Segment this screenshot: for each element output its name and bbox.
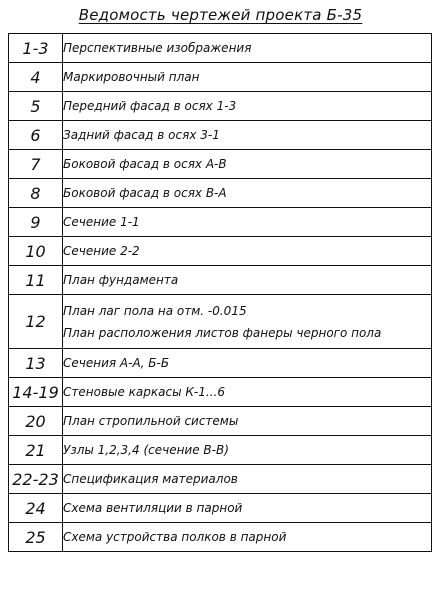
table-row [9,407,432,436]
sheet-name: Стеновые каркасы К-1...6 [63,385,225,399]
sheet-name-cell [63,63,432,92]
sheet-name-cell [63,295,432,349]
sheet-name: Боковой фасад в осях А-В [63,157,227,171]
sheet-number: 6 [9,121,63,150]
table-row [9,179,432,208]
table-row [9,378,432,407]
sheet-name-cell [63,34,432,63]
sheet-number: 12 [9,295,63,349]
table-row [9,237,432,266]
sheet-number: 11 [9,266,63,295]
table-row [9,523,432,552]
sheet-name-cell [63,92,432,121]
sheet-name: План стропильной системы [63,414,239,428]
sheet-number: 25 [9,523,63,552]
sheet-name-cell [63,121,432,150]
sheet-number: 13 [9,349,63,378]
drawings-table-body [9,34,432,552]
sheet-number: 24 [9,494,63,523]
sheet-name: План расположения листов фанеры черного пола [63,325,382,340]
sheet-number: 1-3 [9,34,63,63]
sheet-name: Схема вентиляции в парной [63,501,243,515]
sheet-name: Маркировочный план [63,70,200,84]
table-row [9,92,432,121]
sheet-name-cell [63,465,432,494]
table-row [9,63,432,92]
sheet-name: Схема устройства полков в парной [63,530,287,544]
document-title: Ведомость чертежей проекта Б-35 [78,6,363,24]
sheet-name-cell [63,436,432,465]
sheet-number: 10 [9,237,63,266]
table-row [9,266,432,295]
sheet-name-cell [63,237,432,266]
table-row [9,208,432,237]
sheet-name-cell [63,407,432,436]
sheet-number: 14-19 [9,378,63,407]
sheet-name: Передний фасад в осях 1-3 [63,99,237,113]
table-row [9,121,432,150]
table-row [9,436,432,465]
table-row [9,295,432,349]
table-row [9,465,432,494]
sheet-number: 8 [9,179,63,208]
table-row [9,150,432,179]
sheet-name: Сечения А-А, Б-Б [63,356,170,370]
table-row [9,349,432,378]
sheet-name: Узлы 1,2,3,4 (сечение В-В) [63,443,229,457]
sheet-name: Боковой фасад в осях В-А [63,186,227,200]
sheet-name-cell [63,349,432,378]
sheet-number: 22-23 [9,465,63,494]
sheet-name: Задний фасад в осях 3-1 [63,128,220,142]
sheet-name-cell [63,494,432,523]
sheet-name: План фундамента [63,273,179,287]
sheet-name-cell [63,179,432,208]
sheet-number: 20 [9,407,63,436]
sheet-number: 5 [9,92,63,121]
sheet-name: План лаг пола на отм. -0.015 [63,303,247,318]
sheet-name-cell [63,523,432,552]
drawings-table [8,33,432,552]
table-row [9,34,432,63]
sheet-number: 7 [9,150,63,179]
sheet-number: 4 [9,63,63,92]
sheet-name: Перспективные изображения [63,41,252,55]
sheet-name-cell [63,208,432,237]
table-row [9,494,432,523]
sheet-number: 9 [9,208,63,237]
sheet-name-cell [63,266,432,295]
sheet-name-cell [63,150,432,179]
sheet-name: Сечение 2-2 [63,244,140,258]
sheet-name-cell [63,378,432,407]
sheet-name: Сечение 1-1 [63,215,140,229]
sheet-number: 21 [9,436,63,465]
sheet-name: Спецификация материалов [63,472,238,486]
